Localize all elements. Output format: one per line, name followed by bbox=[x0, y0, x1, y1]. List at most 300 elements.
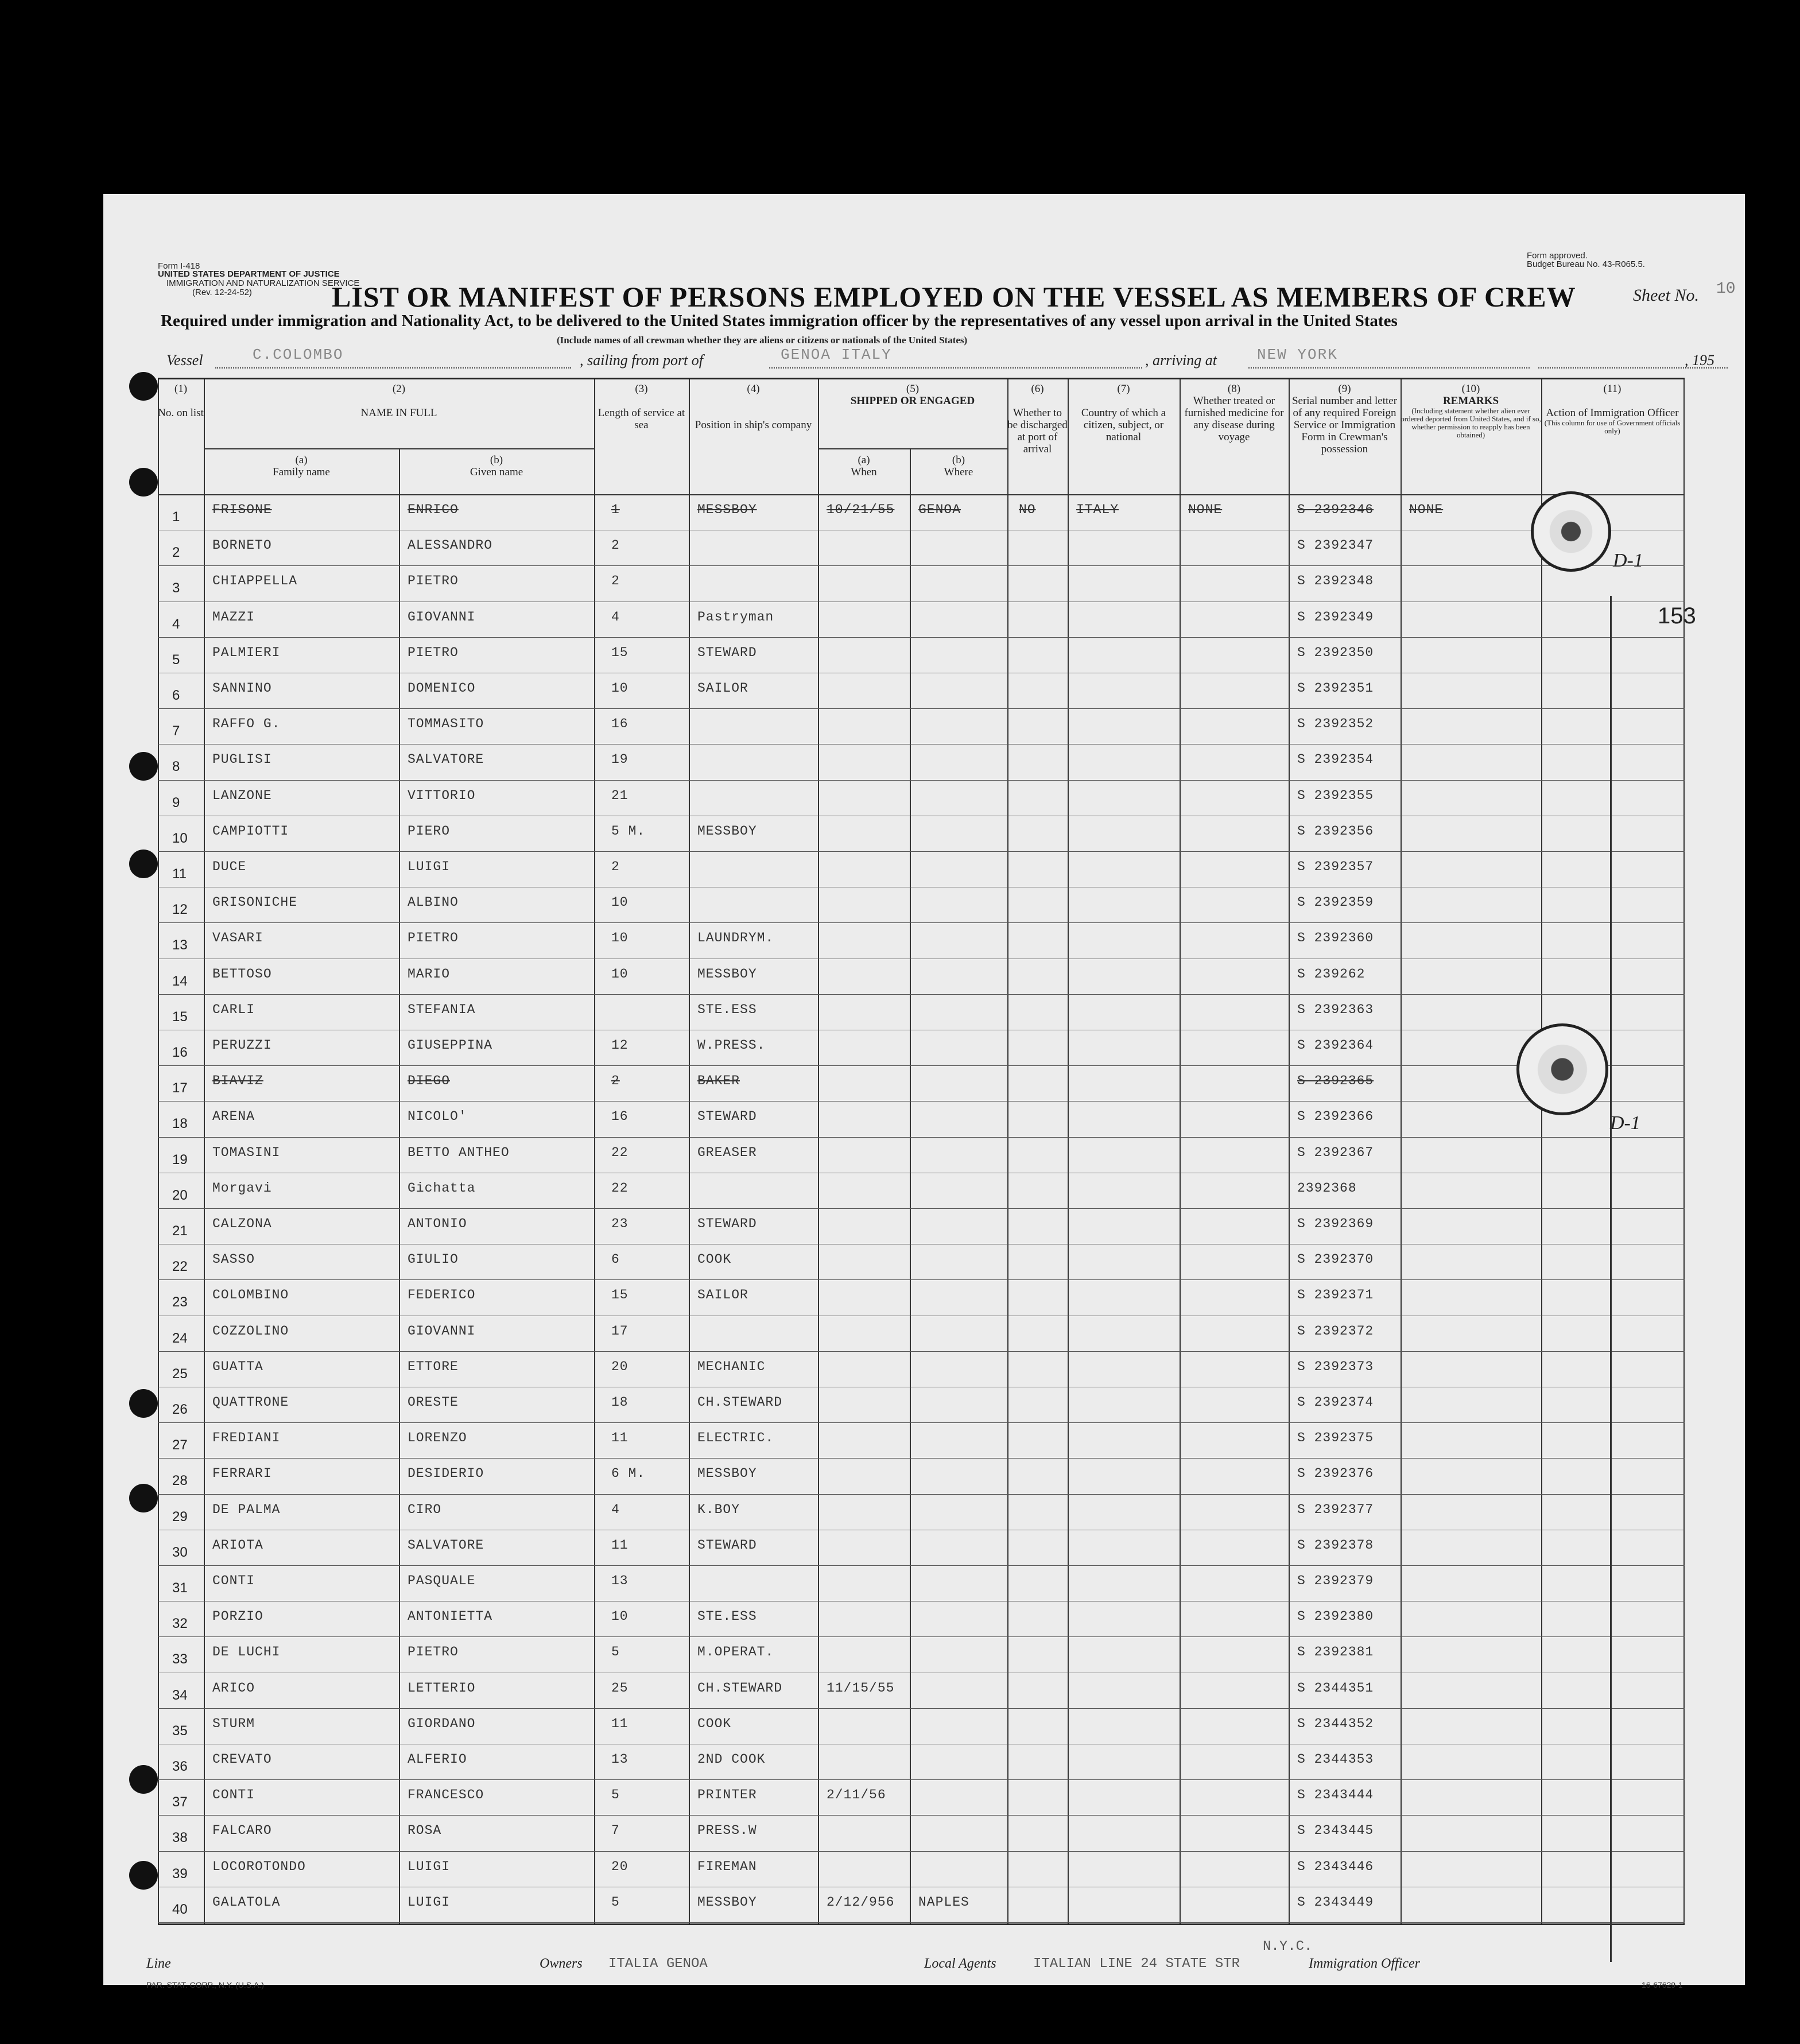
cell-family: CARLI bbox=[212, 1002, 255, 1017]
cell-position: 2ND COOK bbox=[697, 1752, 766, 1767]
table-row bbox=[158, 1887, 1685, 1923]
col-number-header: (1) No. on list bbox=[158, 383, 204, 419]
cell-service: 10 bbox=[611, 895, 629, 910]
cell-family: PALMIERI bbox=[212, 645, 281, 660]
cell-given: PIETRO bbox=[408, 1644, 459, 1660]
cell-serial: S 2343444 bbox=[1297, 1787, 1374, 1803]
row-number: 4 bbox=[172, 616, 180, 632]
cell-position: ELECTRIC. bbox=[697, 1430, 774, 1446]
cell-service: 12 bbox=[611, 1038, 629, 1053]
cell-family: Morgavi bbox=[212, 1180, 272, 1196]
cell-service: 2 bbox=[611, 859, 620, 874]
arriving-label: , arriving at bbox=[1145, 352, 1217, 369]
row-number: 30 bbox=[172, 1544, 188, 1560]
table-row bbox=[158, 1101, 1685, 1137]
cell-service: 5 bbox=[611, 1644, 620, 1660]
cell-given: SALVATORE bbox=[408, 1537, 484, 1553]
cell-service: 1 bbox=[611, 502, 620, 517]
cell-service: 11 bbox=[611, 1430, 629, 1446]
cell-serial: S 2392376 bbox=[1297, 1466, 1374, 1481]
footer-officer-label: Immigration Officer bbox=[1309, 1956, 1420, 1971]
cell-service: 10 bbox=[611, 930, 629, 946]
cell-family: CHIAPPELLA bbox=[212, 573, 298, 589]
cell-family: TOMASINI bbox=[212, 1145, 281, 1160]
cell-service: 16 bbox=[611, 1109, 629, 1124]
cell-position: MESSBOY bbox=[697, 966, 757, 982]
cell-given: STEFANIA bbox=[408, 1002, 476, 1017]
cell-family: SANNINO bbox=[212, 681, 272, 696]
cell-discharged: NO bbox=[1019, 502, 1036, 517]
row-number: 19 bbox=[172, 1151, 188, 1168]
cell-position: MESSBOY bbox=[697, 502, 757, 517]
form-revision: (Rev. 12-24-52) bbox=[192, 288, 252, 297]
cell-service: 5 bbox=[611, 1787, 620, 1803]
form-approval: Form approved. bbox=[1527, 251, 1588, 261]
page-number: 153 bbox=[1658, 603, 1696, 629]
cell-position: COOK bbox=[697, 1252, 732, 1267]
cell-family: ARIOTA bbox=[212, 1537, 263, 1553]
col-shipped-header: (5) SHIPPED OR ENGAGED bbox=[850, 383, 975, 407]
cell-position: PRESS.W bbox=[697, 1823, 757, 1839]
cell-family: PUGLISI bbox=[212, 752, 272, 767]
cell-serial: S 2392363 bbox=[1297, 1002, 1374, 1017]
row-number: 24 bbox=[172, 1330, 188, 1346]
cell-given: CIRO bbox=[408, 1502, 442, 1517]
row-number: 8 bbox=[172, 759, 180, 775]
cell-position: FIREMAN bbox=[697, 1859, 757, 1874]
stamp-mark-1: D-1 bbox=[1613, 550, 1643, 571]
cell-service: 13 bbox=[611, 1752, 629, 1767]
table-row bbox=[158, 1744, 1685, 1780]
row-number: 11 bbox=[172, 866, 187, 882]
col-when-header: (a) When bbox=[851, 454, 877, 478]
cell-given: ENRICO bbox=[408, 502, 459, 517]
cell-service: 23 bbox=[611, 1216, 629, 1231]
cell-serial: S 2392357 bbox=[1297, 859, 1374, 874]
cell-service: 5 M. bbox=[611, 823, 646, 839]
table-row bbox=[158, 816, 1685, 852]
budget-number: Budget Bureau No. 43-R065.5. bbox=[1527, 259, 1645, 269]
cell-given: PASQUALE bbox=[408, 1573, 476, 1588]
cell-given: GIULIO bbox=[408, 1252, 459, 1267]
cell-serial: S 2392373 bbox=[1297, 1359, 1374, 1374]
cell-service: 10 bbox=[611, 681, 629, 696]
cell-position: SAILOR bbox=[697, 1287, 748, 1303]
col-given-header: (b) Given name bbox=[470, 454, 523, 478]
cell-position: W.PRESS. bbox=[697, 1038, 766, 1053]
table-row bbox=[158, 744, 1685, 780]
cell-position: COOK bbox=[697, 1716, 732, 1731]
cell-serial: S 2392371 bbox=[1297, 1287, 1374, 1303]
footer-owners-label: Owners bbox=[540, 1956, 583, 1971]
cell-given: DIEGO bbox=[408, 1073, 451, 1089]
row-number: 10 bbox=[172, 830, 188, 846]
row-number: 25 bbox=[172, 1366, 188, 1382]
cell-given: LETTERIO bbox=[408, 1680, 476, 1696]
cell-given: GIORDANO bbox=[408, 1716, 476, 1731]
cell-family: FRISONE bbox=[212, 502, 272, 517]
table-row bbox=[158, 1279, 1685, 1316]
cell-serial: S 2392374 bbox=[1297, 1395, 1374, 1410]
cell-given: LORENZO bbox=[408, 1430, 467, 1446]
cell-given: ORESTE bbox=[408, 1395, 459, 1410]
cell-family: CONTI bbox=[212, 1573, 255, 1588]
cell-position: STEWARD bbox=[697, 645, 757, 660]
cell-serial: S 2392348 bbox=[1297, 573, 1374, 589]
table-row bbox=[158, 1422, 1685, 1459]
cell-when: 2/11/56 bbox=[827, 1787, 886, 1803]
cell-given: PIETRO bbox=[408, 645, 459, 660]
cell-serial: S 2392366 bbox=[1297, 1109, 1374, 1124]
cell-position: LAUNDRYM. bbox=[697, 930, 774, 946]
cell-family: RAFFO G. bbox=[212, 716, 281, 732]
cell-position: K.BOY bbox=[697, 1502, 740, 1517]
cell-service: 2 bbox=[611, 1073, 620, 1089]
table-row bbox=[158, 887, 1685, 923]
manifest-sheet bbox=[103, 194, 1745, 1989]
cell-serial: S 2392378 bbox=[1297, 1537, 1374, 1553]
agency-name: UNITED STATES DEPARTMENT OF JUSTICE bbox=[158, 269, 340, 279]
cell-family: GUATTA bbox=[212, 1359, 263, 1374]
row-number: 21 bbox=[172, 1223, 188, 1239]
cell-service: 11 bbox=[611, 1537, 629, 1553]
cell-given: LUIGI bbox=[408, 859, 451, 874]
cell-when: 2/12/956 bbox=[827, 1894, 895, 1910]
cell-when: 11/15/55 bbox=[827, 1680, 895, 1696]
table-row bbox=[158, 1851, 1685, 1887]
cell-family: STURM bbox=[212, 1716, 255, 1731]
cell-serial: S 2392355 bbox=[1297, 788, 1374, 803]
cell-serial: S 239262 bbox=[1297, 966, 1365, 982]
cell-service: 10 bbox=[611, 966, 629, 982]
table-row bbox=[158, 1815, 1685, 1851]
cell-family: FALCARO bbox=[212, 1823, 272, 1839]
col-service-header: (3) Length of service at sea bbox=[598, 383, 685, 431]
vessel-name: C.COLOMBO bbox=[253, 346, 344, 363]
handwritten-margin-line bbox=[1610, 596, 1612, 1962]
cell-given: DESIDERIO bbox=[408, 1466, 484, 1481]
table-row bbox=[158, 1030, 1685, 1066]
cell-family: BORNETO bbox=[212, 538, 272, 553]
cell-family: CREVATO bbox=[212, 1752, 272, 1767]
service-name: IMMIGRATION AND NATURALIZATION SERVICE bbox=[166, 278, 360, 288]
row-number: 9 bbox=[172, 794, 180, 810]
cell-service: 15 bbox=[611, 1287, 629, 1303]
cell-serial: S 2344351 bbox=[1297, 1680, 1374, 1696]
cell-serial: S 2392351 bbox=[1297, 681, 1374, 696]
cell-family: DE LUCHI bbox=[212, 1644, 281, 1660]
row-number: 1 bbox=[172, 509, 180, 525]
cell-given: GIUSEPPINA bbox=[408, 1038, 493, 1053]
vessel-label: Vessel bbox=[166, 352, 203, 369]
cell-serial: S 2392352 bbox=[1297, 716, 1374, 732]
printer-imprint: PAR. STAT. CORP., N.Y. (U.S.A.) bbox=[146, 1980, 264, 1989]
cell-family: DUCE bbox=[212, 859, 247, 874]
col-family-header: (a) Family name bbox=[273, 454, 330, 478]
row-number: 31 bbox=[172, 1580, 188, 1596]
table-row bbox=[158, 994, 1685, 1030]
cell-position: Pastryman bbox=[697, 609, 774, 625]
cell-given: PIETRO bbox=[408, 930, 459, 946]
cell-serial: S 2392364 bbox=[1297, 1038, 1374, 1053]
row-number: 17 bbox=[172, 1080, 188, 1096]
col-where-header: (b) Where bbox=[944, 454, 973, 478]
cell-service: 21 bbox=[611, 788, 629, 803]
table-row bbox=[158, 851, 1685, 887]
row-number: 38 bbox=[172, 1830, 188, 1846]
cell-serial: S 2392372 bbox=[1297, 1323, 1374, 1339]
cell-serial: S 2392350 bbox=[1297, 645, 1374, 660]
cell-family: LANZONE bbox=[212, 788, 272, 803]
cell-given: PIETRO bbox=[408, 573, 459, 589]
cell-given: BETTO ANTHEO bbox=[408, 1145, 510, 1160]
row-number: 12 bbox=[172, 902, 188, 918]
cell-given: DOMENICO bbox=[408, 681, 476, 696]
cell-serial: S 2392360 bbox=[1297, 930, 1374, 946]
stamp-mark-2: D-1 bbox=[1610, 1112, 1640, 1134]
cell-family: CAMPIOTTI bbox=[212, 823, 289, 839]
cell-family: SASSO bbox=[212, 1252, 255, 1267]
row-number: 26 bbox=[172, 1402, 188, 1417]
footer-line-label: Line bbox=[146, 1956, 171, 1971]
row-number: 28 bbox=[172, 1473, 188, 1489]
table-row bbox=[158, 1601, 1685, 1637]
cell-service: 20 bbox=[611, 1859, 629, 1874]
cell-given: GIOVANNI bbox=[408, 1323, 476, 1339]
row-number: 34 bbox=[172, 1687, 188, 1703]
cell-given: ANTONIETTA bbox=[408, 1609, 493, 1624]
crew-table bbox=[158, 378, 1685, 1925]
footer-owners-value: ITALIA GENOA bbox=[608, 1956, 708, 1972]
row-number: 29 bbox=[172, 1508, 188, 1525]
table-row bbox=[158, 1530, 1685, 1566]
footer-city: N.Y.C. bbox=[1263, 1939, 1313, 1954]
table-row bbox=[158, 637, 1685, 673]
cell-when: 10/21/55 bbox=[827, 502, 895, 517]
cell-service: 22 bbox=[611, 1145, 629, 1160]
table-row bbox=[158, 530, 1685, 566]
cell-serial: S 2392359 bbox=[1297, 895, 1374, 910]
cell-service: 22 bbox=[611, 1180, 629, 1196]
cell-serial: S 2392346 bbox=[1297, 502, 1374, 517]
cell-position: MESSBOY bbox=[697, 823, 757, 839]
cell-service: 6 M. bbox=[611, 1466, 646, 1481]
cell-serial: S 2392370 bbox=[1297, 1252, 1374, 1267]
immigration-stamp-1 bbox=[1531, 491, 1611, 572]
cell-position: SAILOR bbox=[697, 681, 748, 696]
row-number: 33 bbox=[172, 1651, 188, 1667]
table-row bbox=[158, 1779, 1685, 1816]
table-row bbox=[158, 1137, 1685, 1173]
table-row bbox=[158, 1458, 1685, 1494]
cell-service: 25 bbox=[611, 1680, 629, 1696]
row-number: 7 bbox=[172, 723, 180, 739]
table-row bbox=[158, 922, 1685, 959]
table-row bbox=[158, 1708, 1685, 1744]
table-row bbox=[158, 1316, 1685, 1352]
cell-family: LOCOROTONDO bbox=[212, 1859, 306, 1874]
cell-serial: S 2392379 bbox=[1297, 1573, 1374, 1588]
cell-serial: S 2392377 bbox=[1297, 1502, 1374, 1517]
cell-serial: S 2343449 bbox=[1297, 1894, 1374, 1910]
cell-serial: S 2392380 bbox=[1297, 1609, 1374, 1624]
table-row bbox=[158, 565, 1685, 602]
cell-serial: S 2392354 bbox=[1297, 752, 1374, 767]
table-row bbox=[158, 708, 1685, 744]
row-number: 13 bbox=[172, 937, 188, 953]
cell-family: PERUZZI bbox=[212, 1038, 272, 1053]
cell-serial: S 2344352 bbox=[1297, 1716, 1374, 1731]
cell-given: MARIO bbox=[408, 966, 451, 982]
row-number: 23 bbox=[172, 1294, 188, 1310]
table-row bbox=[158, 1673, 1685, 1709]
cell-service: 4 bbox=[611, 1502, 620, 1517]
cell-where: GENOA bbox=[918, 502, 961, 517]
cell-service: 2 bbox=[611, 573, 620, 589]
manifest-note: (Include names of all crewman whether they are aliens or citizens or nationals of the United States) bbox=[557, 335, 968, 346]
cell-service: 13 bbox=[611, 1573, 629, 1588]
col-position-header: (4) Position in ship's company bbox=[695, 383, 812, 431]
cell-family: CALZONA bbox=[212, 1216, 272, 1231]
cell-family: BIAVIZ bbox=[212, 1073, 263, 1089]
cell-treated: NONE bbox=[1188, 502, 1223, 517]
year-label: , 195 bbox=[1685, 352, 1714, 369]
cell-given: Gichatta bbox=[408, 1180, 476, 1196]
col-serial-header: (9) Serial number and letter of any required Foreign Service or Immigration Form in Crewman's possession bbox=[1291, 383, 1398, 455]
cell-service: 20 bbox=[611, 1359, 629, 1374]
cell-given: ETTORE bbox=[408, 1359, 459, 1374]
row-number: 15 bbox=[172, 1009, 188, 1025]
cell-where: NAPLES bbox=[918, 1894, 969, 1910]
table-row bbox=[158, 494, 1685, 530]
footer-agents-label: Local Agents bbox=[924, 1956, 996, 1971]
cell-given: LUIGI bbox=[408, 1859, 451, 1874]
cell-given: ALFERIO bbox=[408, 1752, 467, 1767]
row-number: 3 bbox=[172, 580, 180, 596]
cell-family: DE PALMA bbox=[212, 1502, 281, 1517]
cell-family: QUATTRONE bbox=[212, 1395, 289, 1410]
cell-family: COLOMBINO bbox=[212, 1287, 289, 1303]
cell-family: ARICO bbox=[212, 1680, 255, 1696]
table-row bbox=[158, 1351, 1685, 1387]
cell-family: CONTI bbox=[212, 1787, 255, 1803]
table-row bbox=[158, 1565, 1685, 1601]
cell-given: TOMMASITO bbox=[408, 716, 484, 732]
manifest-subtitle: Required under immigration and Nationality Act, to be delivered to the United States immigration officer by the representatives of any vessel upon arrival in the United States bbox=[161, 312, 1398, 330]
col-remarks-header: (10) REMARKS (Including statement whether alien ever ordered deported from United States, and if so, whether permission to reapply has been obtained) bbox=[1401, 383, 1541, 439]
cell-given: ALBINO bbox=[408, 895, 459, 910]
cell-position: STE.ESS bbox=[697, 1002, 757, 1017]
cell-position: BAKER bbox=[697, 1073, 740, 1089]
cell-position: MESSBOY bbox=[697, 1894, 757, 1910]
cell-serial: S 2392349 bbox=[1297, 609, 1374, 625]
col-country-header: (7) Country of which a citizen, subject, or national bbox=[1081, 383, 1166, 443]
table-row bbox=[158, 1065, 1685, 1101]
cell-position: M.OPERAT. bbox=[697, 1644, 774, 1660]
col-discharged-header: (6) Whether to be discharged at port of arrival bbox=[1007, 383, 1068, 455]
cell-given: LUIGI bbox=[408, 1894, 451, 1910]
row-number: 2 bbox=[172, 545, 180, 561]
cell-given: PIERO bbox=[408, 823, 451, 839]
cell-service: 6 bbox=[611, 1252, 620, 1267]
form-code: 16-67629-1 bbox=[1642, 1980, 1683, 1989]
cell-service: 19 bbox=[611, 752, 629, 767]
cell-service: 10 bbox=[611, 1609, 629, 1624]
table-row bbox=[158, 1208, 1685, 1244]
col-action-header: (11) Action of Immigration Officer (This column for use of Government officials only) bbox=[1544, 383, 1681, 435]
cell-country: ITALY bbox=[1076, 502, 1119, 517]
table-row bbox=[158, 673, 1685, 709]
cell-service: 11 bbox=[611, 1716, 629, 1731]
col-name-header: (2) NAME IN FULL bbox=[360, 383, 437, 419]
cell-remarks: NONE bbox=[1409, 502, 1444, 517]
cell-service: 15 bbox=[611, 645, 629, 660]
cell-position: STEWARD bbox=[697, 1537, 757, 1553]
cell-service: 16 bbox=[611, 716, 629, 732]
footer-agents-value: ITALIAN LINE 24 STATE STR bbox=[1033, 1956, 1240, 1972]
cell-given: ANTONIO bbox=[408, 1216, 467, 1231]
row-number: 37 bbox=[172, 1794, 188, 1810]
cell-serial: 2392368 bbox=[1297, 1180, 1357, 1196]
cell-serial: S 2392367 bbox=[1297, 1145, 1374, 1160]
cell-given: SALVATORE bbox=[408, 752, 484, 767]
row-number: 18 bbox=[172, 1116, 188, 1132]
cell-family: PORZIO bbox=[212, 1609, 263, 1624]
cell-serial: S 2392356 bbox=[1297, 823, 1374, 839]
row-number: 40 bbox=[172, 1901, 188, 1917]
sheet-number-value: 10 bbox=[1716, 280, 1736, 298]
cell-family: MAZZI bbox=[212, 609, 255, 625]
cell-serial: S 2392369 bbox=[1297, 1216, 1374, 1231]
cell-given: NICOLO' bbox=[408, 1109, 467, 1124]
cell-serial: S 2392381 bbox=[1297, 1644, 1374, 1660]
cell-service: 5 bbox=[611, 1894, 620, 1910]
table-row bbox=[158, 602, 1685, 638]
row-number: 32 bbox=[172, 1616, 188, 1632]
cell-given: FRANCESCO bbox=[408, 1787, 484, 1803]
form-number: Form I-418 bbox=[158, 261, 200, 271]
row-number: 39 bbox=[172, 1865, 188, 1882]
table-row bbox=[158, 1636, 1685, 1673]
cell-given: FEDERICO bbox=[408, 1287, 476, 1303]
cell-position: GREASER bbox=[697, 1145, 757, 1160]
row-number: 27 bbox=[172, 1437, 188, 1453]
row-number: 6 bbox=[172, 688, 180, 703]
sailing-port: GENOA ITALY bbox=[781, 346, 892, 363]
cell-family: BETTOSO bbox=[212, 966, 272, 982]
cell-serial: S 2344353 bbox=[1297, 1752, 1374, 1767]
cell-given: GIOVANNI bbox=[408, 609, 476, 625]
row-number: 22 bbox=[172, 1259, 188, 1275]
table-row bbox=[158, 1387, 1685, 1423]
sailing-label: , sailing from port of bbox=[580, 352, 704, 369]
table-row bbox=[158, 1494, 1685, 1530]
cell-family: COZZOLINO bbox=[212, 1323, 289, 1339]
row-number: 36 bbox=[172, 1759, 188, 1774]
cell-serial: S 2343445 bbox=[1297, 1823, 1374, 1839]
cell-given: ROSA bbox=[408, 1823, 442, 1839]
cell-serial: S 2343446 bbox=[1297, 1859, 1374, 1874]
cell-position: STEWARD bbox=[697, 1216, 757, 1231]
cell-given: ALESSANDRO bbox=[408, 538, 493, 553]
cell-service: 7 bbox=[611, 1823, 620, 1839]
cell-position: STE.ESS bbox=[697, 1609, 757, 1624]
immigration-stamp-2 bbox=[1516, 1023, 1608, 1115]
cell-service: 18 bbox=[611, 1395, 629, 1410]
cell-position: CH.STEWARD bbox=[697, 1395, 783, 1410]
cell-family: GALATOLA bbox=[212, 1894, 281, 1910]
cell-serial: S 2392347 bbox=[1297, 538, 1374, 553]
